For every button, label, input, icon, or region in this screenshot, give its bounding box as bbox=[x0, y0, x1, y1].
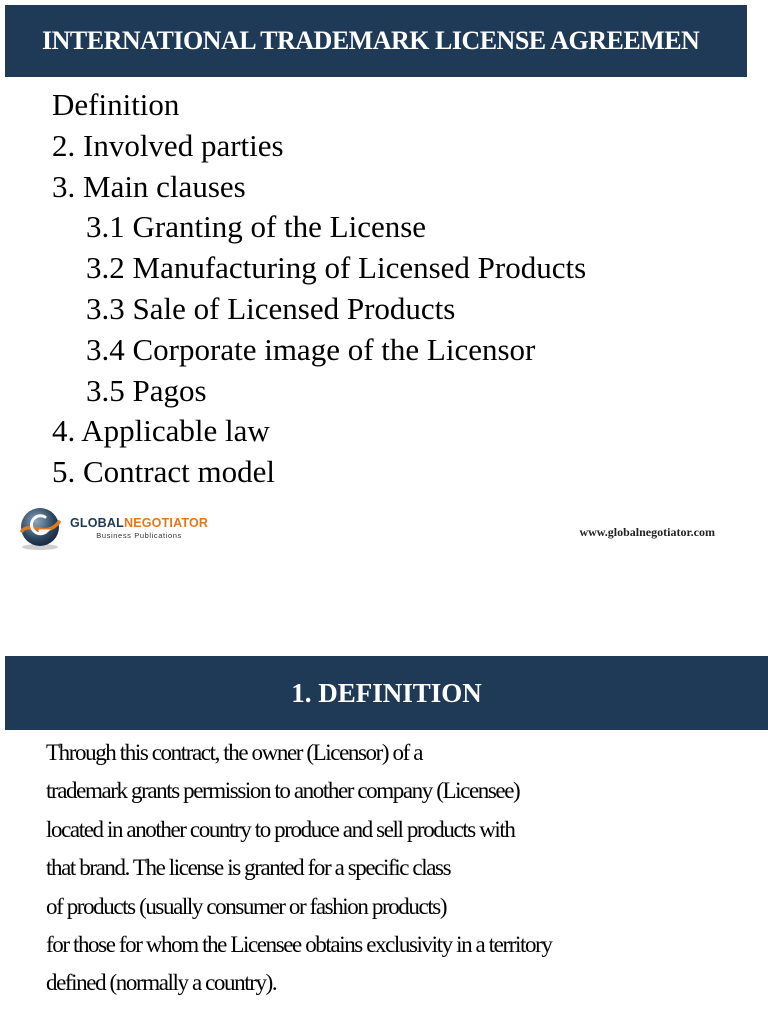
slide-definition bbox=[0, 600, 768, 1024]
toc-subitem: 3.5 Pagos bbox=[86, 372, 207, 408]
paragraph-line: of products (usually consumer or fashion products) bbox=[46, 893, 447, 919]
toc-subitem: 3.4 Corporate image of the Licensor bbox=[86, 331, 536, 367]
toc-item: 2. Involved parties bbox=[52, 127, 284, 163]
toc-item: Definition bbox=[52, 87, 180, 122]
slide-header bbox=[5, 656, 768, 730]
slide-title: INTERNATIONAL TRADEMARK LICENSE AGREEMEN bbox=[42, 26, 700, 55]
definition-paragraph bbox=[46, 734, 686, 1003]
toc-subitem: 3.1 Granting of the License bbox=[86, 209, 427, 245]
toc-subitem: 3.3 Sale of Licensed Products bbox=[86, 290, 456, 326]
toc-subitem: 3.2 Manufacturing of Licensed Products bbox=[86, 250, 587, 286]
paragraph-line: defined (normally a country). bbox=[46, 970, 277, 996]
slide-title: 1. DEFINITION bbox=[291, 677, 482, 708]
logo-name: GLOBALNEGOTIATOR bbox=[70, 516, 209, 530]
slide-header bbox=[5, 5, 747, 77]
paragraph-line: that brand. The license is granted for a specific class bbox=[46, 855, 451, 881]
truncated-text-fragment bbox=[46, 1018, 566, 1024]
paragraph-line: Through this contract, the owner (Licensor) of a bbox=[46, 740, 423, 765]
paragraph-line: for those for whom the Licensee obtains exclusivity in a territory bbox=[46, 932, 552, 958]
toc-item: 4. Applicable law bbox=[52, 413, 270, 449]
paragraph-line: trademark grants permission to another company (Licensee) bbox=[46, 778, 520, 804]
paragraph-line: located in another country to produce and sell products with bbox=[46, 816, 515, 842]
toc-item: 3. Main clauses bbox=[52, 168, 246, 204]
toc-item: 5. Contract model bbox=[52, 454, 275, 490]
globe-logo-icon bbox=[16, 504, 64, 552]
company-logo bbox=[16, 503, 208, 553]
table-of-contents bbox=[52, 85, 586, 493]
logo-subtitle: Business Publications bbox=[96, 531, 182, 540]
logo-text bbox=[70, 516, 208, 540]
website-url: www.globalnegotiator.com bbox=[579, 525, 715, 539]
